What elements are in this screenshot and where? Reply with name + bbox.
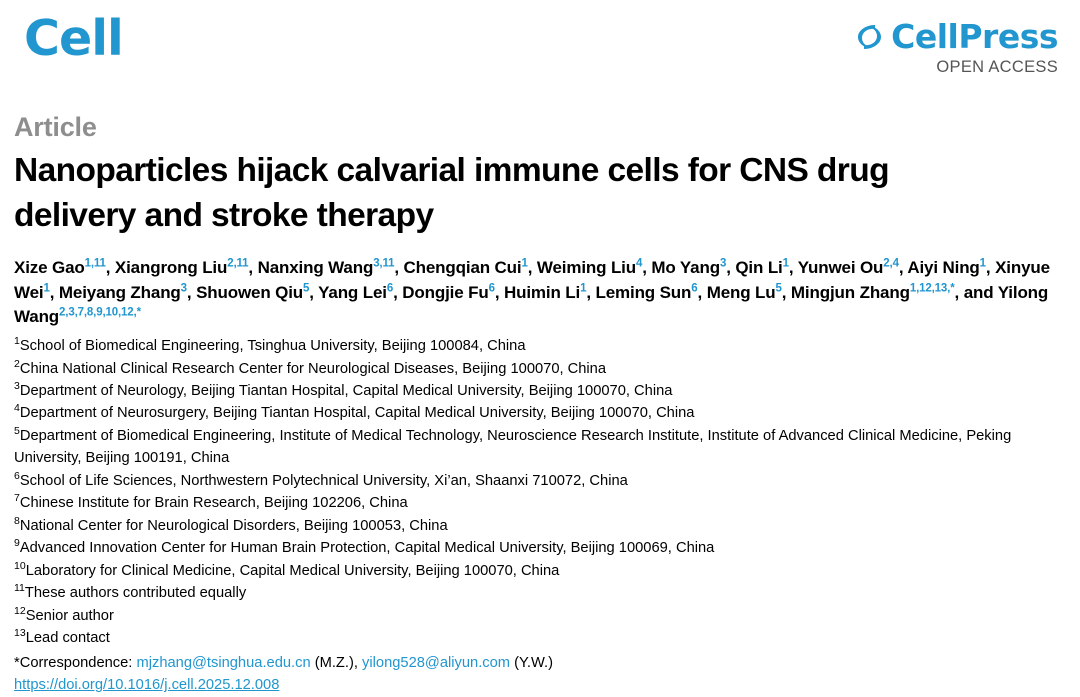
author-separator: ,	[105, 258, 115, 278]
affiliation-marker: 11	[14, 582, 25, 595]
cellpress-logo-icon	[855, 22, 883, 52]
page-title: Nanoparticles hijack calvarial immune cells for CNS drug delivery and stroke therapy	[14, 152, 889, 234]
author-name: Qin Li	[735, 258, 783, 278]
affiliation-item	[14, 402, 1059, 424]
affiliation-marker: 12	[14, 604, 26, 617]
author-affiliation-marker[interactable]: 1,12,13,*	[909, 282, 955, 295]
correspondence-initials-2: (Y.W.)	[510, 654, 554, 671]
affiliation-marker: 6	[14, 470, 20, 483]
affiliation-text: Laboratory for Clinical Medicine, Capital Medical University, Beijing 100070, China	[25, 562, 560, 579]
author-affiliation-marker[interactable]: 3,11	[373, 257, 395, 270]
author-name: Yang Lei	[318, 282, 387, 302]
affiliation-item	[14, 380, 1059, 402]
author-separator: ,	[898, 258, 908, 278]
affiliation-marker: 13	[14, 627, 26, 640]
author-affiliation-marker[interactable]: 1,11	[84, 257, 106, 270]
affiliation-item	[14, 492, 1059, 514]
author-affiliation-marker[interactable]: 2,3,7,8,9,10,12,*	[59, 306, 141, 319]
author-separator: ,	[586, 282, 596, 302]
affiliation-marker: 9	[14, 537, 20, 550]
author-name: Chengqian Cui	[403, 258, 522, 278]
author-affiliation-marker[interactable]: 6	[386, 282, 394, 295]
affiliation-item	[14, 627, 1059, 649]
affiliation-text: Department of Neurosurgery, Beijing Tiantan Hospital, Capital Medical University, Beijing 100070, China	[19, 405, 695, 422]
author-separator: ,	[393, 282, 403, 302]
affiliation-marker: 7	[14, 492, 20, 505]
affiliation-item	[14, 582, 1059, 604]
author-separator: ,	[726, 258, 736, 278]
author-name: Dongjie Fu	[402, 282, 489, 302]
doi-link[interactable]: https://doi.org/10.1016/j.cell.2025.12.008	[14, 677, 280, 694]
affiliation-item	[14, 470, 1059, 492]
author-separator: ,	[985, 258, 996, 278]
affiliation-item	[14, 358, 1059, 380]
author-affiliation-marker[interactable]: 1	[43, 282, 50, 295]
affiliation-item	[14, 605, 1059, 627]
author-separator: ,	[494, 282, 504, 302]
correspondence-line	[14, 652, 1066, 674]
author-affiliation-marker[interactable]: 1	[521, 257, 528, 270]
cellpress-branding	[855, 17, 1058, 77]
affiliation-text: Senior author	[25, 607, 114, 624]
author-affiliation-marker[interactable]: 3	[719, 257, 727, 270]
affiliation-text: Lead contact	[25, 630, 110, 647]
affiliation-item	[14, 515, 1059, 537]
author-list	[14, 256, 1064, 330]
correspondence-email-1[interactable]: mjzhang@tsinghua.edu.cn	[136, 654, 311, 671]
author-name: Xize Gao	[14, 258, 85, 278]
author-affiliation-marker[interactable]: 2,4	[883, 257, 899, 270]
affiliation-item	[14, 425, 1059, 470]
affiliation-marker: 1	[14, 335, 20, 348]
author-name: Xiangrong Liu	[114, 258, 228, 278]
open-access-label: OPEN ACCESS	[936, 58, 1058, 76]
cellpress-wordmark: CellPress	[891, 17, 1058, 56]
author-name: Leming Sun	[595, 282, 692, 302]
author-separator: ,	[394, 258, 404, 278]
author-separator: ,	[788, 258, 798, 278]
affiliation-text: School of Biomedical Engineering, Tsinghua University, Beijing 100084, China	[19, 338, 526, 355]
author-name: Weiming Liu	[536, 258, 636, 278]
author-name: and Yilong Wang	[14, 282, 1049, 327]
author-name: Mo Yang	[651, 258, 720, 278]
affiliation-text: National Center for Neurological Disorders, Beijing 100053, China	[19, 517, 448, 534]
doi-line	[14, 674, 1066, 696]
author-name: Xinyue Wei	[14, 258, 1050, 302]
author-separator: ,	[954, 282, 964, 302]
affiliation-marker: 4	[14, 402, 20, 415]
author-separator: ,	[248, 258, 258, 278]
article-type-label: Article	[14, 112, 97, 142]
author-separator: ,	[642, 258, 652, 278]
cell-journal-logo: Cell	[24, 10, 123, 67]
author-affiliation-marker[interactable]: 4	[636, 257, 643, 270]
correspondence-prefix: *Correspondence:	[14, 654, 137, 671]
affiliation-item	[14, 560, 1059, 582]
author-affiliation-marker[interactable]: 1	[979, 257, 986, 270]
author-name: Meiyang Zhang	[58, 282, 181, 302]
page-header	[14, 0, 1066, 86]
affiliation-text: Chinese Institute for Brain Research, Beijing 102206, China	[19, 495, 408, 512]
affiliation-marker: 8	[14, 515, 20, 527]
author-affiliation-marker[interactable]: 1	[782, 257, 789, 270]
affiliation-item	[14, 537, 1059, 559]
affiliation-marker: 10	[14, 559, 26, 572]
author-affiliation-marker[interactable]: 3	[180, 282, 187, 295]
author-separator: ,	[781, 282, 791, 302]
author-affiliation-marker[interactable]: 1	[580, 282, 587, 295]
author-name: Meng Lu	[706, 282, 776, 302]
correspondence-initials-1: (M.Z.),	[310, 654, 363, 671]
author-name: Mingjun Zhang	[790, 282, 910, 302]
author-separator: ,	[309, 282, 319, 302]
affiliation-marker: 2	[14, 357, 20, 370]
author-name: Yunwei Ou	[797, 258, 884, 278]
affiliation-marker: 3	[14, 380, 20, 393]
affiliation-text: These authors contributed equally	[24, 585, 247, 602]
author-separator: ,	[186, 282, 197, 302]
author-name: Huimin Li	[504, 282, 581, 302]
author-name: Aiyi Ning	[907, 258, 980, 278]
author-separator: ,	[527, 258, 537, 278]
author-affiliation-marker[interactable]: 6	[691, 282, 698, 295]
author-name: Shuowen Qiu	[196, 282, 304, 302]
author-affiliation-marker[interactable]: 6	[488, 282, 495, 295]
author-affiliation-marker[interactable]: 5	[303, 282, 310, 295]
affiliation-text: Advanced Innovation Center for Human Brain Protection, Capital Medical University, Beijing 100069, China	[19, 540, 715, 557]
affiliation-item	[14, 335, 1059, 357]
correspondence-email-2[interactable]: yilong528@aliyun.com	[362, 654, 511, 671]
author-name: Nanxing Wang	[257, 258, 374, 278]
affiliation-text: China National Clinical Research Center for Neurological Diseases, Beijing 100070, China	[19, 360, 607, 377]
affiliation-text: School of Life Sciences, Northwestern Polytechnical University, Xi’an, Shaanxi 710072, China	[19, 472, 628, 489]
affiliation-text: Department of Biomedical Engineering, Institute of Medical Technology, Neuroscience Research Institute, Institute of Advanced Clinical Medicine, Peking University, Beijing 100191, China	[14, 427, 1012, 467]
affiliation-list	[14, 335, 1059, 650]
affiliation-text: Department of Neurology, Beijing Tiantan Hospital, Capital Medical University, Beijing 100070, China	[19, 382, 673, 399]
affiliation-marker: 5	[14, 425, 20, 438]
author-separator: ,	[697, 282, 707, 302]
author-affiliation-marker[interactable]: 5	[775, 282, 782, 295]
author-separator: ,	[49, 282, 59, 302]
author-affiliation-marker[interactable]: 2,11	[227, 257, 249, 270]
